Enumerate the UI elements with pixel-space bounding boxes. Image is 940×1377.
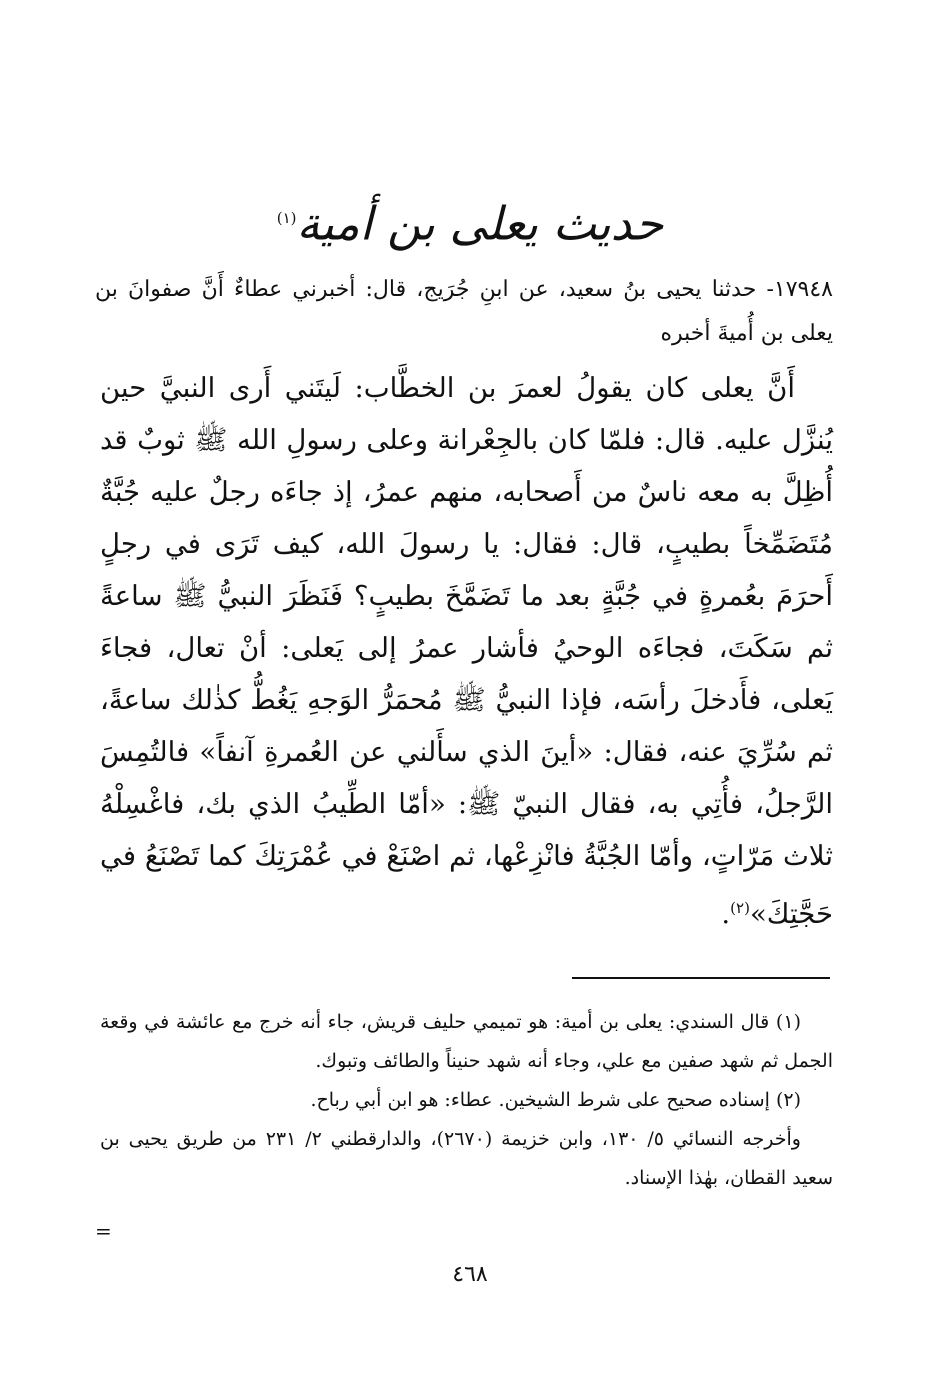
chapter-heading [0,178,940,263]
hadith-isnad: ١٧٩٤٨- حدثنا يحيى بنُ سعيد، عن ابنِ جُرَيج، قال: أخبرني عطاءٌ أَنَّ صفوانَ بن يعلى بن أُميةَ أخبره [95,277,833,346]
footnote-2-continued: وأخرجه النسائي ٥/ ١٣٠، وابن خزيمة (٢٦٧٠)، والدارقطني ٢/ ٢٣١ من طريق يحيى بن سعيد القطان، بهٰذا الإسناد. [100,1128,833,1189]
footnotes [100,1003,833,1198]
chapter-title [277,178,664,263]
footnote-divider [572,977,830,979]
chapter-title-text: حديث يعلى بن أمية [296,196,664,251]
footnote-1: (١) قال السندي: يعلى بن أمية: هو تميمي حليف قريش، جاء أنه خرج مع عائشة في وقعة الجمل ثم شهد صفين مع علي، وجاء أنه شهد حنيناً والطائف وتبوك. [100,1011,833,1072]
chapter-title-footnote-ref: (١) [276,209,297,227]
hadith-body [100,362,833,940]
hadith-paragraph [100,362,833,940]
hadith-text: أَنَّ يعلى كان يقولُ لعمرَ بن الخطَّاب: لَيتَني أَرى النبيَّ حين يُنزَّل عليه. قال: فلمّا كان بالجِعْرانة وعلى رسولِ الله ﷺ ثوبٌ قد أُظِلَّ به معه ناسٌ من أَصحابه، منهم عمرُ، إذ جاءَه رجلٌ عليه جُبَّةٌ مُتَضَمِّخاً بطيبٍ، قال: فقال: يا رسولَ الله، كيف تَرَى في رجلٍ أَحرَمَ بعُمرةٍ في جُبَّةٍ بعد ما تَضَمَّخَ بطيبٍ؟ فَنَظَرَ النبيُّ ﷺ ساعةً ثم سَكَتَ، فجاءَه الوحيُ فأشار عمرُ إلى يَعلى: أنْ تعال، فجاءَ يَعلى، فأَدخلَ رأسَه، فإذا النبيُّ ﷺ مُحمَرُّ الوَجهِ يَغُطُّ كذٰلك ساعةً، ثم سُرِّيَ عنه، فقال: «أينَ الذي سأَلني عن العُمرةِ آنفاً» فالتُمِسَ الرَّجلُ، فأُتِي به، فقال النبيّ ﷺ: «أمّا الطِّيبُ الذي بك، فاغْسِلْهُ ثلاث مَرّاتٍ، وأمّا الجُبَّةُ فانْزِعْها، ثم اصْنَعْ في عُمْرَتِكَ كما تَصْنَعُ في حَجَّتِكَ» [100,372,833,931]
page-number: ٤٦٨ [452,1262,488,1287]
hadith-footnote-ref: (٢) [730,899,750,917]
continuation-mark: = [95,1219,112,1243]
footnote-2: (٢) إسناده صحيح على شرط الشيخين. عطاء: هو ابن أبي رباح. [310,1089,801,1111]
hadith-end-mark: . [721,898,731,931]
